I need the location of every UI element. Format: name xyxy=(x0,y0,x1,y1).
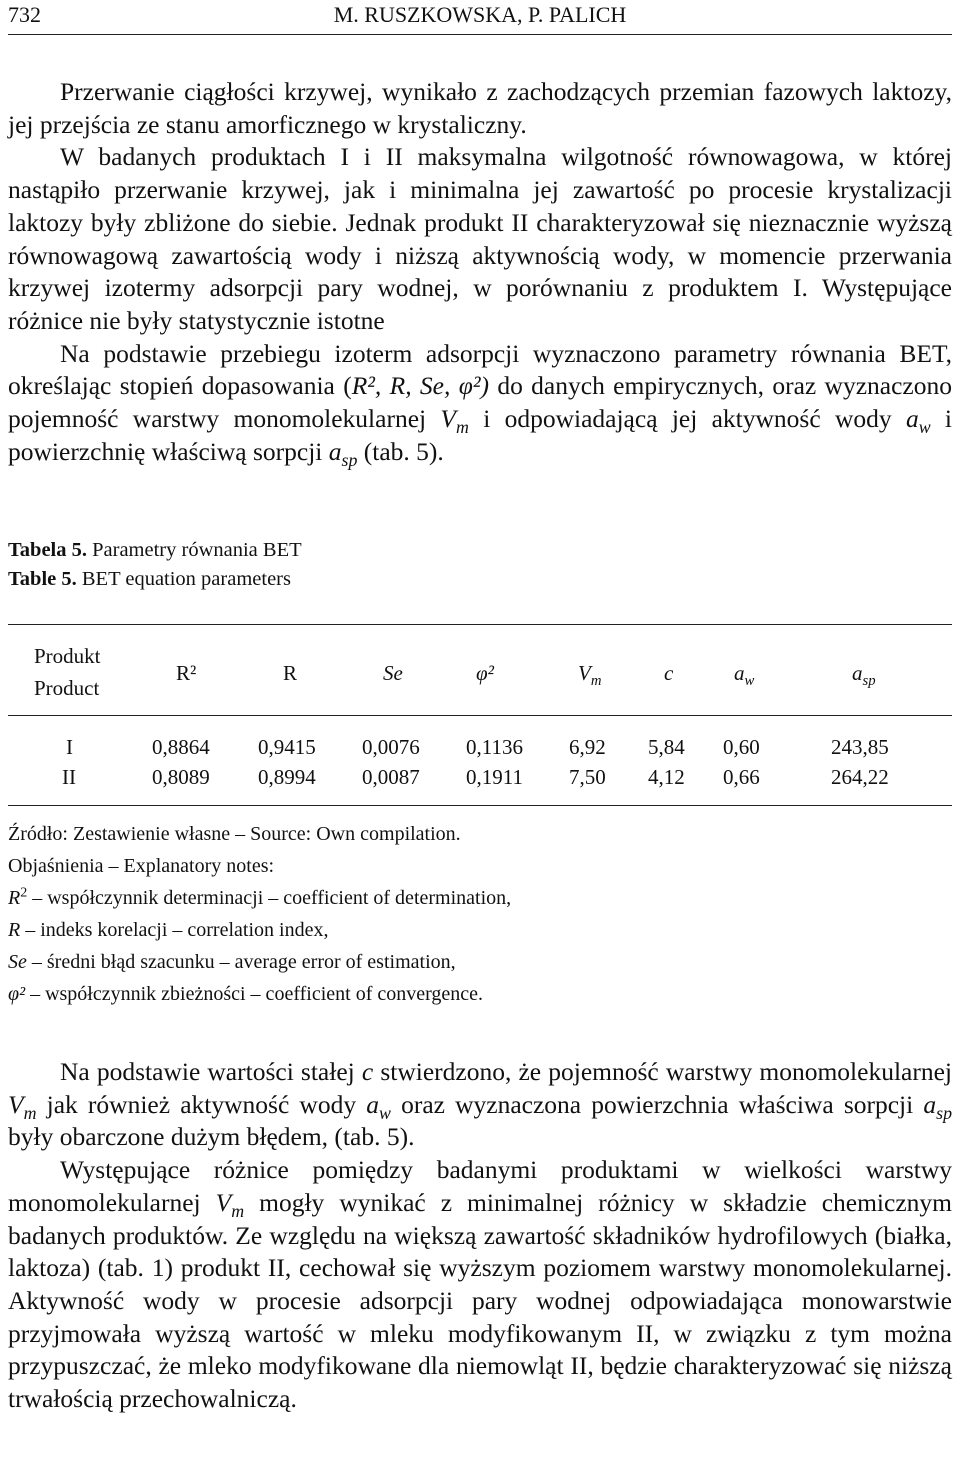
paragraph-3: Na podstawie przebiegu izoterm adsorpcji wyznaczono parametry równania BET, określając stopień dopasowania (R², R, Se, φ²) do danych empirycznych, oraz wyznaczono pojemność warstwy monomolekularnej $V_m$ i odpowiadającą jej aktywność wody $a_w$ i powierzchnię właściwą sorpcji $a_{sp}$ (tab. 5). xyxy=(8,338,952,470)
body-text xyxy=(8,1056,952,1416)
table-header-rule xyxy=(8,715,952,716)
paragraph-1: Przerwanie ciągłości krzywej, wynikało z zachodzących przemian fazowych laktozy, jej przejścia ze stanu amorficznego w krystaliczny. xyxy=(8,77,952,139)
table-cell-r2: 0,8089 xyxy=(152,765,210,789)
note-r: R – indeks korelacji – correlation index, xyxy=(8,919,329,941)
table-header-phi2: φ² xyxy=(476,661,494,685)
table-cell-asp: 264,22 xyxy=(831,765,889,789)
running-header-authors: M. RUSZKOWSKA, P. PALICH xyxy=(333,2,627,27)
explanatory-notes-label: Objaśnienia – Explanatory notes: xyxy=(8,855,275,877)
source-note: Źródło: Zestawienie własne – Source: Own compilation. xyxy=(8,823,461,845)
table-cell-r: 0,8994 xyxy=(258,765,316,789)
table-cell-r2: 0,8864 xyxy=(152,735,210,759)
table-caption xyxy=(8,536,302,594)
page-number: 732 xyxy=(8,2,41,27)
table-cell-aw: 0,66 xyxy=(723,765,760,789)
table-header-r: R xyxy=(283,661,298,685)
note-phi2: φ² – współczynnik zbieżności – coefficient of convergence. xyxy=(8,983,484,1005)
table-header-se: Se xyxy=(383,661,403,685)
paragraph-4: Na podstawie wartości stałej c stwierdzono, że pojemność warstwy monomolekularnej $V_m$ jak również aktywność wody $a_w$ oraz wyznaczona powierzchnia właściwa sorpcji $a_{sp}$ były obarczone dużym błędem, (tab. 5). xyxy=(8,1057,952,1152)
table-header-r2: R² xyxy=(176,661,197,685)
table-cell-se: 0,0087 xyxy=(362,765,420,789)
table-cell-product: II xyxy=(62,765,76,789)
table-caption-pl: Tabela 5. Parametry równania BET xyxy=(8,539,302,561)
running-header xyxy=(8,0,952,35)
intro-text xyxy=(8,76,952,468)
table-cell-product: I xyxy=(66,735,73,759)
table-cell-phi2: 0,1136 xyxy=(466,735,523,759)
table-top-rule xyxy=(8,624,952,625)
table-cell-vm: 6,92 xyxy=(569,735,606,759)
table-cell-vm: 7,50 xyxy=(569,765,606,789)
table-cell-asp: 243,85 xyxy=(831,735,889,759)
table-bottom-rule xyxy=(8,805,952,806)
table-caption-en: Table 5. BET equation parameters xyxy=(8,568,291,590)
table-cell-se: 0,0076 xyxy=(362,735,420,759)
table-cell-phi2: 0,1911 xyxy=(466,765,523,789)
table-cell-c: 4,12 xyxy=(648,765,685,789)
note-se: Se – średni błąd szacunku – average error of estimation, xyxy=(8,951,456,973)
table-cell-c: 5,84 xyxy=(648,735,685,759)
note-r2: $R^2$ – współczynnik determinacji – coefficient of determination, xyxy=(8,885,512,909)
table-notes xyxy=(8,818,952,1010)
table-cell-aw: 0,60 xyxy=(723,735,760,759)
table-cell-r: 0,9415 xyxy=(258,735,316,759)
table-header-c: c xyxy=(664,661,674,685)
table-header-asp: $a_{sp}$ xyxy=(852,661,876,690)
paragraph-5: Występujące różnice pomiędzy badanymi produktami w wielkości warstwy monomolekularnej $V_m$ mogły wynikać z minimalnej różnicy w składzie chemicznym badanych produktów. Ze względu na większą zawartość składników hydrofilowych (białka, laktoza) (tab. 1) produkt II, cechował się wyższym poziomem warstwy monomolekularnej. Aktywność wody w procesie adsorpcji pary wodnej odpowiadająca monowarstwie przyjmowała wyższą wartość w mleku modyfikowanym II, w związku z tym można przypuszczać, że mleko modyfikowane dla niemowląt II, będzie charakteryzować się niższą trwałością przechowalniczą. xyxy=(8,1155,952,1414)
table-header-aw: $a_w$ xyxy=(734,661,755,690)
paragraph-2: W badanych produktach I i II maksymalna wilgotność równowagowa, w której nastąpiło przerwanie krzywej, jak i minimalna jej zawartość po procesie krystalizacji laktozy były zbliżone do siebie. Jednak produkt II charakteryzował się nieznacznie wyższą równowagową zawartością wody i niższą aktywnością wody, w momencie przerwania krzywej izotermy adsorpcji pary wodnej, w porównaniu z produktem I. Występujące różnice nie były statystycznie istotne xyxy=(8,142,952,335)
table-header-product: Produkt Product xyxy=(34,644,101,700)
table-header-vm: $V_m$ xyxy=(578,661,602,690)
